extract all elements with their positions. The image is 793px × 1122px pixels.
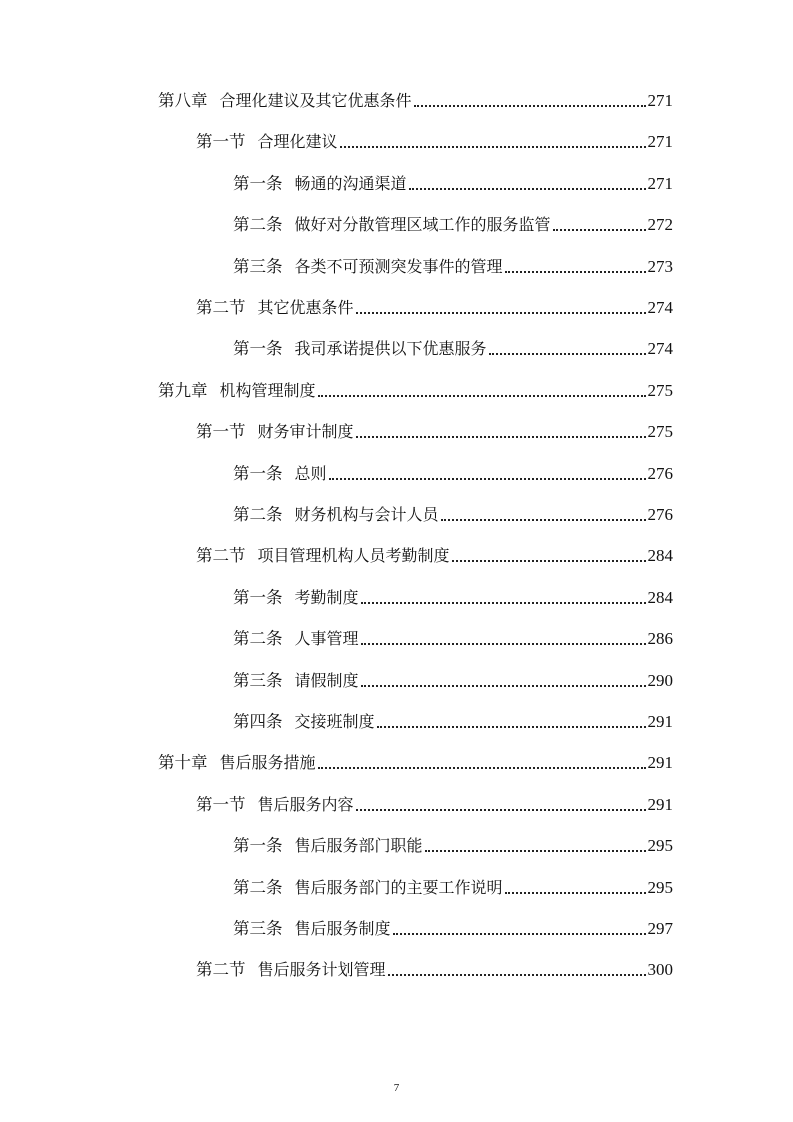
toc-entry-number: 第三条 xyxy=(233,670,283,690)
dot-leader xyxy=(489,353,646,355)
toc-entry[interactable] xyxy=(196,792,673,818)
toc-entry-page: 284 xyxy=(647,587,673,607)
toc-entry-page: 274 xyxy=(647,298,673,317)
toc-entry-number: 第九章 xyxy=(158,380,208,400)
dot-leader xyxy=(441,519,646,521)
toc-entry-title: 售后服务计划管理 xyxy=(257,960,386,980)
page-number: 7 xyxy=(393,1082,400,1094)
toc-entry[interactable] xyxy=(233,502,673,528)
toc-entry-page: 291 xyxy=(647,794,673,814)
dot-leader xyxy=(505,271,646,273)
toc-entry-page: 297 xyxy=(647,919,673,938)
toc-entry-title: 售后服务部门的主要工作说明 xyxy=(294,877,503,897)
toc-entry-page: 284 xyxy=(647,546,673,566)
toc-entry-page: 276 xyxy=(647,505,673,524)
toc-entry-page: 274 xyxy=(647,339,673,359)
toc-entry-title: 我司承诺提供以下优惠服务 xyxy=(294,339,487,359)
toc-entry-number: 第二条 xyxy=(233,877,283,897)
toc-entry[interactable] xyxy=(196,543,673,569)
toc-entry-number: 第八章 xyxy=(158,91,208,110)
toc-entry[interactable] xyxy=(196,419,673,445)
dot-leader xyxy=(409,188,646,190)
toc-entry-number: 第十章 xyxy=(158,753,208,773)
dot-leader xyxy=(361,602,646,604)
toc-entry-page: 276 xyxy=(647,463,673,483)
toc-entry-number: 第一节 xyxy=(196,794,246,814)
toc-entry[interactable] xyxy=(196,129,673,155)
dot-leader xyxy=(414,105,646,107)
toc-entry-number: 第二条 xyxy=(233,215,283,235)
toc-entry-title: 财务审计制度 xyxy=(257,422,354,442)
dot-leader xyxy=(425,850,646,852)
toc-entry-title: 售后服务内容 xyxy=(257,794,354,814)
toc-entry-title: 考勤制度 xyxy=(294,587,359,607)
dot-leader xyxy=(340,146,646,148)
toc-entry[interactable] xyxy=(233,336,673,362)
toc-entry-title: 交接班制度 xyxy=(294,712,375,731)
toc-entry-number: 第三条 xyxy=(233,919,283,938)
dot-leader xyxy=(318,395,646,397)
toc-entry-number: 第二节 xyxy=(196,960,246,980)
toc-entry-title: 请假制度 xyxy=(294,670,359,690)
dot-leader xyxy=(361,685,646,687)
toc-entry-title: 总则 xyxy=(294,463,327,483)
toc-entry-title: 畅通的沟通渠道 xyxy=(294,173,407,193)
toc-entry-page: 271 xyxy=(647,173,673,193)
toc-entry-number: 第一条 xyxy=(233,463,283,483)
toc-entry-page: 271 xyxy=(647,91,673,110)
toc-entry[interactable] xyxy=(158,750,673,776)
toc-entry-number: 第一条 xyxy=(233,339,283,359)
toc-entry-number: 第一节 xyxy=(196,422,246,442)
toc-entry-title: 合理化建议 xyxy=(257,132,338,152)
toc-entry-page: 286 xyxy=(647,629,673,649)
toc-entry-title: 项目管理机构人员考勤制度 xyxy=(257,546,450,566)
toc-entry-page: 291 xyxy=(647,753,673,773)
toc-entry-title: 其它优惠条件 xyxy=(257,298,354,317)
toc-entry-title: 做好对分散管理区域工作的服务监管 xyxy=(294,215,551,235)
toc-entry[interactable] xyxy=(233,833,673,859)
toc-entry-title: 售后服务措施 xyxy=(219,753,316,773)
toc-entry-title: 财务机构与会计人员 xyxy=(294,505,439,524)
toc-entry[interactable] xyxy=(233,254,673,280)
toc-entry[interactable] xyxy=(233,875,673,901)
toc-entry-title: 各类不可预测突发事件的管理 xyxy=(294,256,503,276)
dot-leader xyxy=(356,809,646,811)
toc-entry-title: 人事管理 xyxy=(294,629,359,649)
toc-entry-number: 第一条 xyxy=(233,587,283,607)
toc-entry-number: 第二条 xyxy=(233,629,283,649)
toc-entry-number: 第二条 xyxy=(233,505,283,524)
dot-leader xyxy=(356,436,646,438)
dot-leader xyxy=(377,726,646,728)
dot-leader xyxy=(356,312,646,314)
toc-entry[interactable] xyxy=(158,88,673,114)
toc-entry-page: 275 xyxy=(647,380,673,400)
toc-entry-page: 291 xyxy=(647,712,673,731)
toc-entry-number: 第一条 xyxy=(233,836,283,856)
toc-entry-title: 机构管理制度 xyxy=(219,380,316,400)
toc-entry[interactable] xyxy=(233,709,673,735)
dot-leader xyxy=(388,974,646,976)
toc-entry[interactable] xyxy=(233,171,673,197)
toc-entry[interactable] xyxy=(233,585,673,611)
toc-entry-page: 290 xyxy=(647,670,673,690)
dot-leader xyxy=(553,229,646,231)
toc-entry[interactable] xyxy=(233,916,673,942)
toc-entry-number: 第二节 xyxy=(196,546,246,566)
toc-entry-title: 售后服务制度 xyxy=(294,919,391,938)
toc-entry-page: 273 xyxy=(647,256,673,276)
toc-entry-page: 275 xyxy=(647,422,673,442)
toc-entry-title: 合理化建议及其它优惠条件 xyxy=(219,91,412,110)
toc-entry[interactable] xyxy=(233,212,673,238)
toc-entry-page: 271 xyxy=(647,132,673,152)
toc-entry[interactable] xyxy=(196,957,673,983)
toc-entry[interactable] xyxy=(233,626,673,652)
toc-entry-number: 第四条 xyxy=(233,712,283,731)
toc-entry[interactable] xyxy=(158,378,673,404)
toc-entry-page: 295 xyxy=(647,836,673,856)
dot-leader xyxy=(505,892,646,894)
dot-leader xyxy=(318,767,646,769)
toc-entry-page: 300 xyxy=(647,960,673,980)
toc-entry-number: 第三条 xyxy=(233,256,283,276)
toc-entry[interactable] xyxy=(233,461,673,487)
toc-entry-title: 售后服务部门职能 xyxy=(294,836,423,856)
toc-entry[interactable] xyxy=(233,668,673,694)
toc-entry-page: 272 xyxy=(647,215,673,235)
toc-entry[interactable] xyxy=(196,295,673,321)
dot-leader xyxy=(452,560,646,562)
toc-entry-number: 第一条 xyxy=(233,173,283,193)
dot-leader xyxy=(361,643,646,645)
dot-leader xyxy=(329,478,646,480)
dot-leader xyxy=(393,933,646,935)
toc-entry-number: 第一节 xyxy=(196,132,246,152)
toc-entry-page: 295 xyxy=(647,877,673,897)
toc-entry-number: 第二节 xyxy=(196,298,246,317)
